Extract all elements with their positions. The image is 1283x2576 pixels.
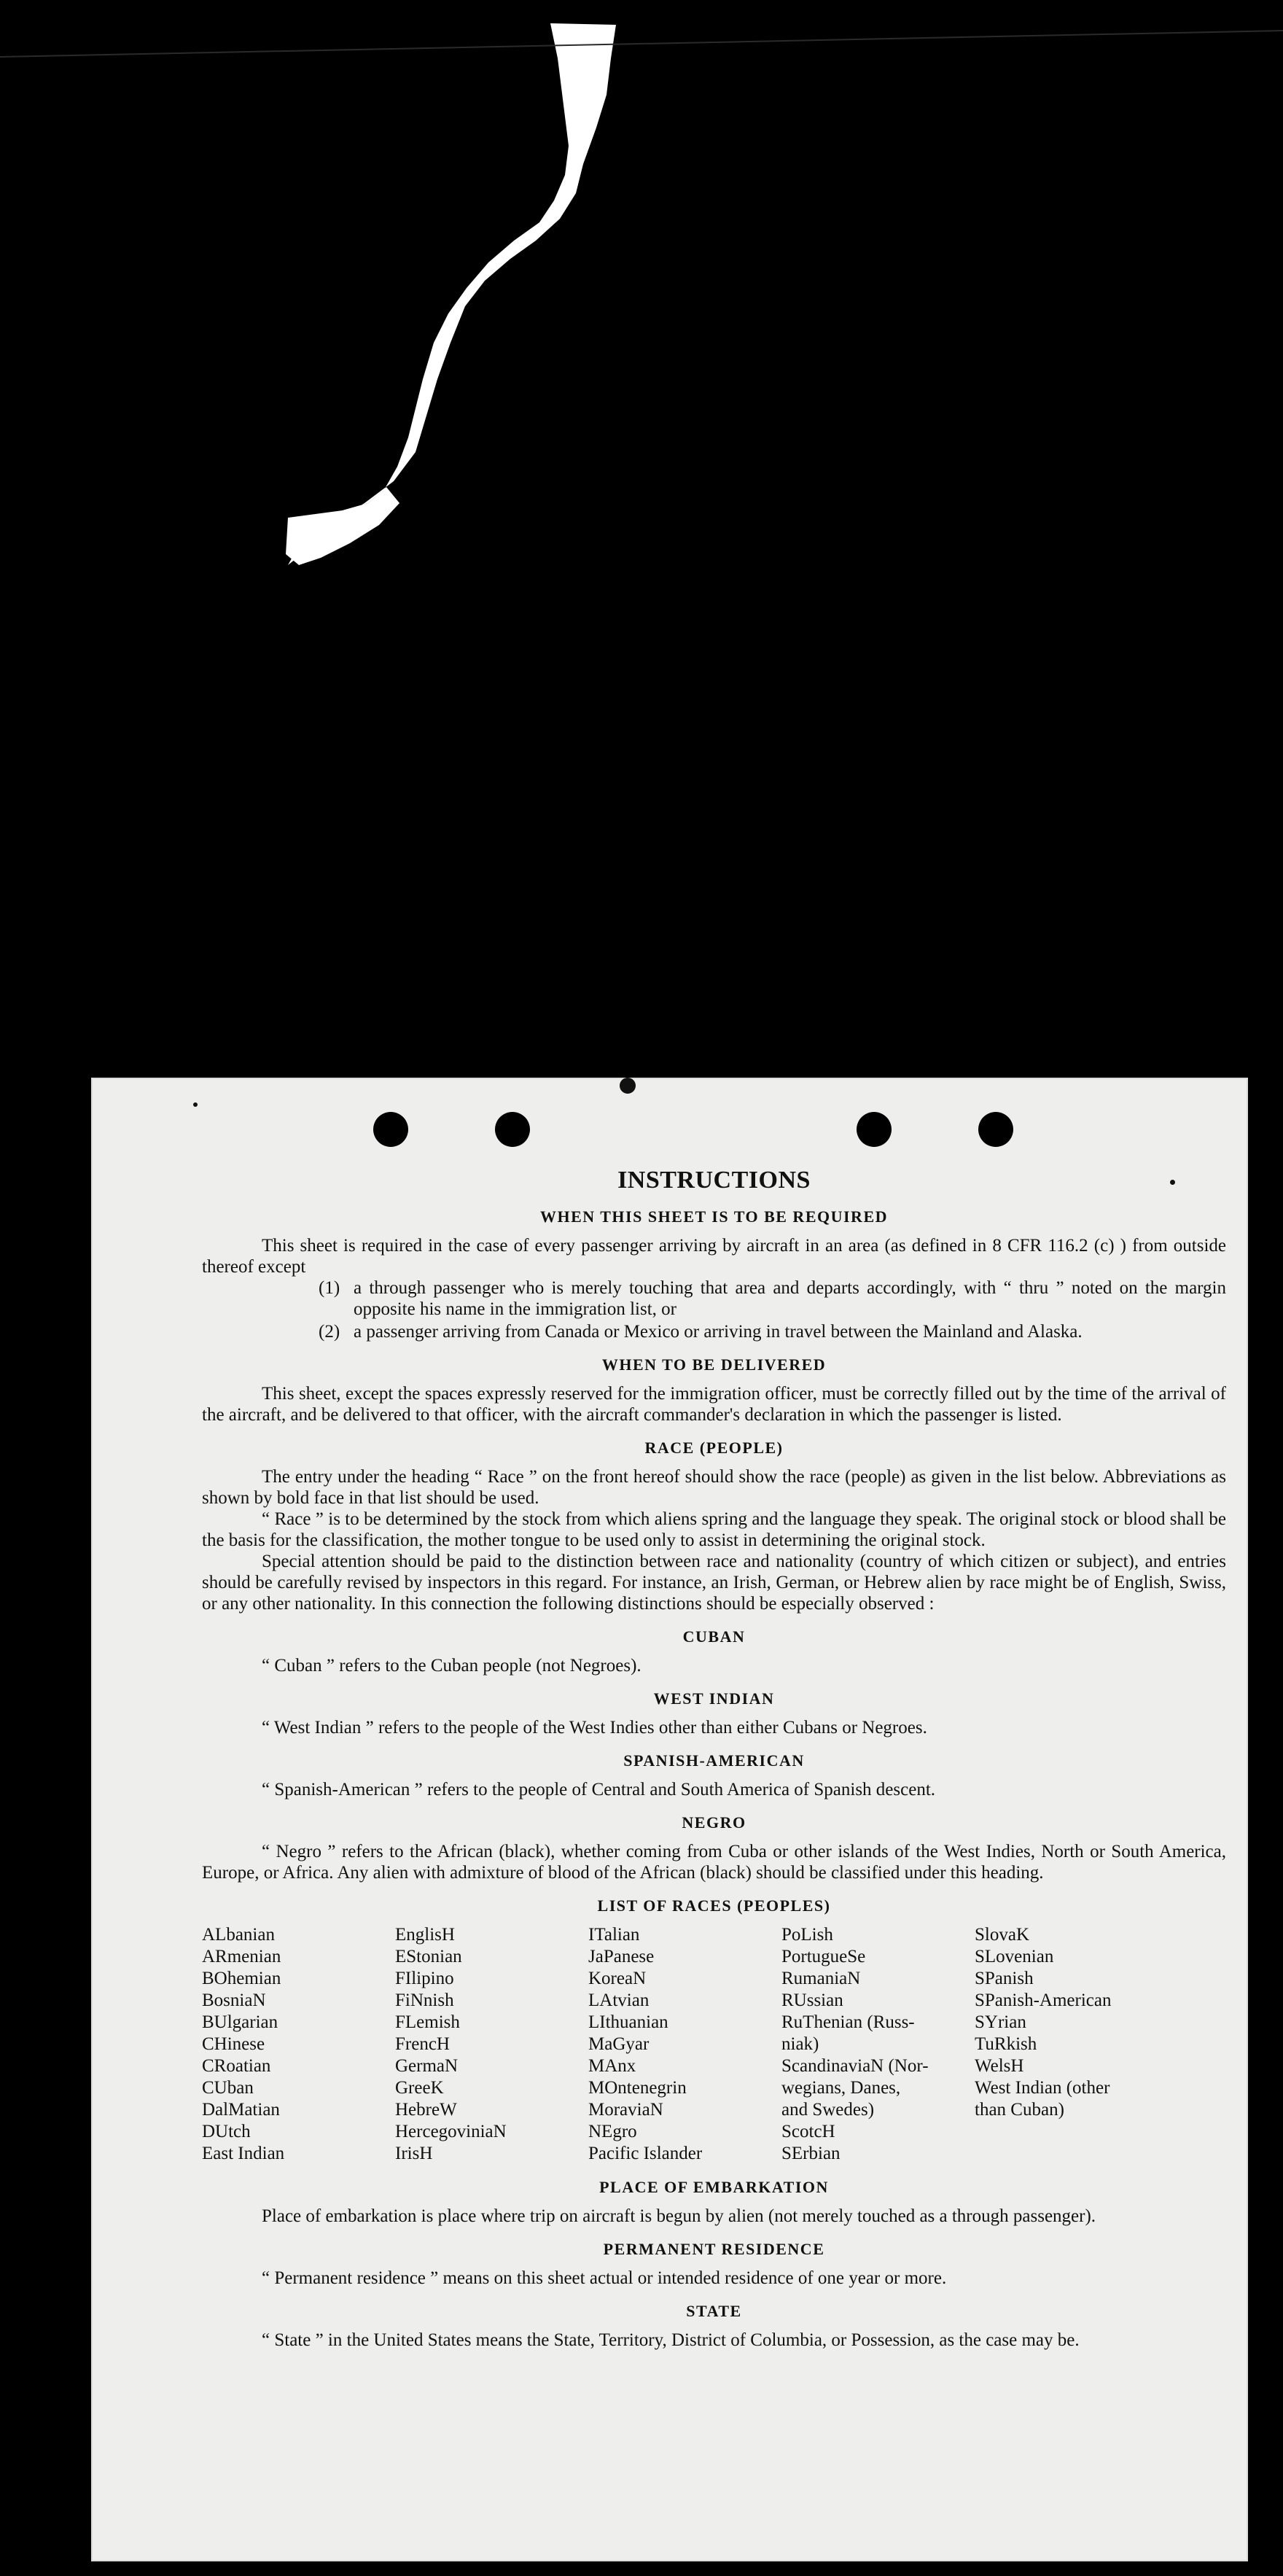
- negro-text: “ Negro ” refers to the African (black), whether coming from Cuba or other islands of the West Indies, North or South America, Europe, or Africa. Any alien with admixture of blood of the African (black) should be classified under this heading.: [202, 1842, 1226, 1883]
- race-entry: SPanish: [975, 1969, 1034, 1988]
- race-entry: LIthuanian: [588, 2012, 668, 2032]
- spanish-american-text: “ Spanish-American ” refers to the people of Central and South America of Spanish descent.: [262, 1780, 936, 1799]
- list-item-number: (1): [319, 1278, 340, 1298]
- race-entry: ScotcH: [781, 2122, 835, 2141]
- race-entry: [975, 2143, 1171, 2165]
- race-entry: FIlipino: [395, 1969, 454, 1988]
- race-paragraph-1: The entry under the heading “ Race ” on the front hereof should show the race (people) as given in the list below. Abbreviations as shown by bold face in that list should be used.: [202, 1467, 1226, 1508]
- when-delivered-text: This sheet, except the spaces expressly reserved for the immigration officer, must be correctly filled out by the time of the arrival of the aircraft, and be delivered to that officer, with the aircraft commander's declaration in which the passenger is listed.: [202, 1384, 1226, 1425]
- race-entry: EStonian: [395, 1947, 462, 1966]
- cuban-text: “ Cuban ” refers to the Cuban people (not Negroes).: [262, 1656, 642, 1676]
- punch-hole: [373, 1112, 408, 1147]
- punch-hole: [857, 1112, 892, 1147]
- race-entry: MAnx: [588, 2056, 636, 2076]
- race-entry: RuThenian (Russ-: [781, 2012, 915, 2032]
- race-entry: CUban: [202, 2078, 254, 2098]
- race-entry: PoLish: [781, 1925, 833, 1945]
- race-paragraph-2: “ Race ” is to be determined by the stock from which aliens spring and the language they speak. The original stock or blood shall be the basis for the classification, the mother tongue to be used only to assist in determining the original stock.: [202, 1509, 1226, 1550]
- section-heading-west-indian: WEST INDIAN: [653, 1689, 775, 1708]
- section-heading-residence: PERMANENT RESIDENCE: [603, 2240, 825, 2258]
- race-entry: BUlgarian: [202, 2012, 278, 2032]
- race-entry: FLemish: [395, 2012, 460, 2032]
- race-entry: MOntenegrin: [588, 2078, 687, 2098]
- race-entry: ITalian: [588, 1925, 640, 1945]
- race-entry: RumaniaN: [781, 1969, 861, 1988]
- race-entry: RUssian: [781, 1991, 843, 2010]
- race-entry: GreeK: [395, 2078, 444, 2098]
- race-entry: SLovenian: [975, 1947, 1054, 1966]
- race-entry: West Indian (other: [975, 2078, 1110, 2098]
- race-entry: wegians, Danes,: [781, 2078, 901, 2098]
- race-entry: MaGyar: [588, 2034, 650, 2054]
- section-heading-when-delivered: WHEN TO BE DELIVERED: [601, 1355, 827, 1374]
- race-entry: SErbian: [781, 2144, 841, 2163]
- section-heading-list-of-races: LIST OF RACES (PEOPLES): [597, 1896, 831, 1915]
- race-entry: GermaN: [395, 2056, 459, 2076]
- section-heading-race: RACE (PEOPLE): [644, 1439, 784, 1457]
- race-entry: and Swedes): [781, 2100, 875, 2120]
- race-entry: Pacific Islander: [588, 2144, 703, 2163]
- when-required-intro: This sheet is required in the case of every passenger arriving by aircraft in an area (as defined in 8 CFR 116.2 (c) ) from outside thereof except: [202, 1236, 1226, 1277]
- west-indian-text: “ West Indian ” refers to the people of the West Indies other than either Cubans or Negroes.: [262, 1718, 927, 1738]
- race-entry: ALbanian: [202, 1925, 275, 1945]
- instructions-sheet: [91, 1078, 1248, 2561]
- race-entry: East Indian: [202, 2144, 285, 2163]
- list-item: [319, 1277, 1226, 1320]
- race-entry: ARmenian: [202, 1947, 281, 1966]
- race-entry: SYrian: [975, 2012, 1026, 2032]
- race-entry: BosniaN: [202, 1991, 266, 2010]
- race-entry: ScandinaviaN (Nor-: [781, 2056, 929, 2076]
- race-entry: SlovaK: [975, 1925, 1029, 1945]
- race-entry: MoraviaN: [588, 2100, 663, 2120]
- race-entry: WelsH: [975, 2056, 1024, 2076]
- section-heading-cuban: CUBAN: [682, 1627, 746, 1646]
- section-heading-when-required: WHEN THIS SHEET IS TO BE REQUIRED: [539, 1207, 889, 1226]
- section-heading-embarkation: PLACE OF EMBARKATION: [599, 2178, 829, 2196]
- race-entry: HebreW: [395, 2100, 457, 2120]
- section-heading-state: STATE: [686, 2302, 742, 2320]
- race-entry: HercegoviniaN: [395, 2122, 507, 2141]
- race-entry: BOhemian: [202, 1969, 281, 1988]
- race-entry: SPanish-American: [975, 1991, 1112, 2010]
- section-heading-negro: NEGRO: [682, 1813, 746, 1832]
- race-entry: LAtvian: [588, 1991, 650, 2010]
- race-entry: DUtch: [202, 2122, 251, 2141]
- race-entry: CRoatian: [202, 2056, 271, 2076]
- list-item-number: (2): [319, 1322, 340, 1342]
- list-item-text: a passenger arriving from Canada or Mexico or arriving in travel between the Mainland and Alaska.: [354, 1322, 1083, 1342]
- race-entry: IrisH: [395, 2144, 433, 2163]
- punch-hole: [978, 1112, 1013, 1147]
- race-entry: DalMatian: [202, 2100, 280, 2120]
- race-entry: NEgro: [588, 2122, 637, 2141]
- list-item-text: a through passenger who is merely touching that area and departs accordingly, with “ thru ” noted on the margin opposite his name in the immigration list, or: [354, 1278, 1226, 1319]
- instructions-content: [202, 1167, 1226, 2351]
- races-list: [202, 1924, 1226, 2165]
- embarkation-text: Place of embarkation is place where trip on aircraft is begun by alien (not merely touched as a through passenger).: [262, 2206, 1096, 2226]
- list-item: [319, 1321, 1226, 1342]
- race-entry: [975, 2121, 1171, 2143]
- race-entry: EnglisH: [395, 1925, 455, 1945]
- race-entry: CHinese: [202, 2034, 265, 2054]
- state-text: “ State ” in the United States means the State, Territory, District of Columbia, or Possession, as the case may be.: [262, 2330, 1080, 2350]
- race-entry: FiNnish: [395, 1991, 454, 2010]
- race-entry: JaPanese: [588, 1947, 655, 1966]
- race-entry: TuRkish: [975, 2034, 1037, 2054]
- punch-hole: [495, 1112, 530, 1147]
- residence-text: “ Permanent residence ” means on this sheet actual or intended residence of one year or more.: [262, 2268, 947, 2288]
- section-heading-spanish-american: SPANISH-AMERICAN: [623, 1751, 805, 1770]
- page-title: INSTRUCTIONS: [617, 1167, 811, 1194]
- race-paragraph-3: Special attention should be paid to the distinction between race and nationality (country of which citizen or subject), and entries should be carefully revised by inspectors in this regard. For instance, an Irish, German, or Hebrew alien by race might be of English, Swiss, or any other nationality. In this connection the following distinctions should be especially observed :: [202, 1552, 1226, 1614]
- torn-paper-fragment: [0, 0, 1283, 1079]
- race-entry: PortugueSe: [781, 1947, 866, 1966]
- race-entry: niak): [781, 2034, 819, 2054]
- race-entry: KoreaN: [588, 1969, 647, 1988]
- race-entry: FrencH: [395, 2034, 450, 2054]
- race-entry: than Cuban): [975, 2100, 1064, 2120]
